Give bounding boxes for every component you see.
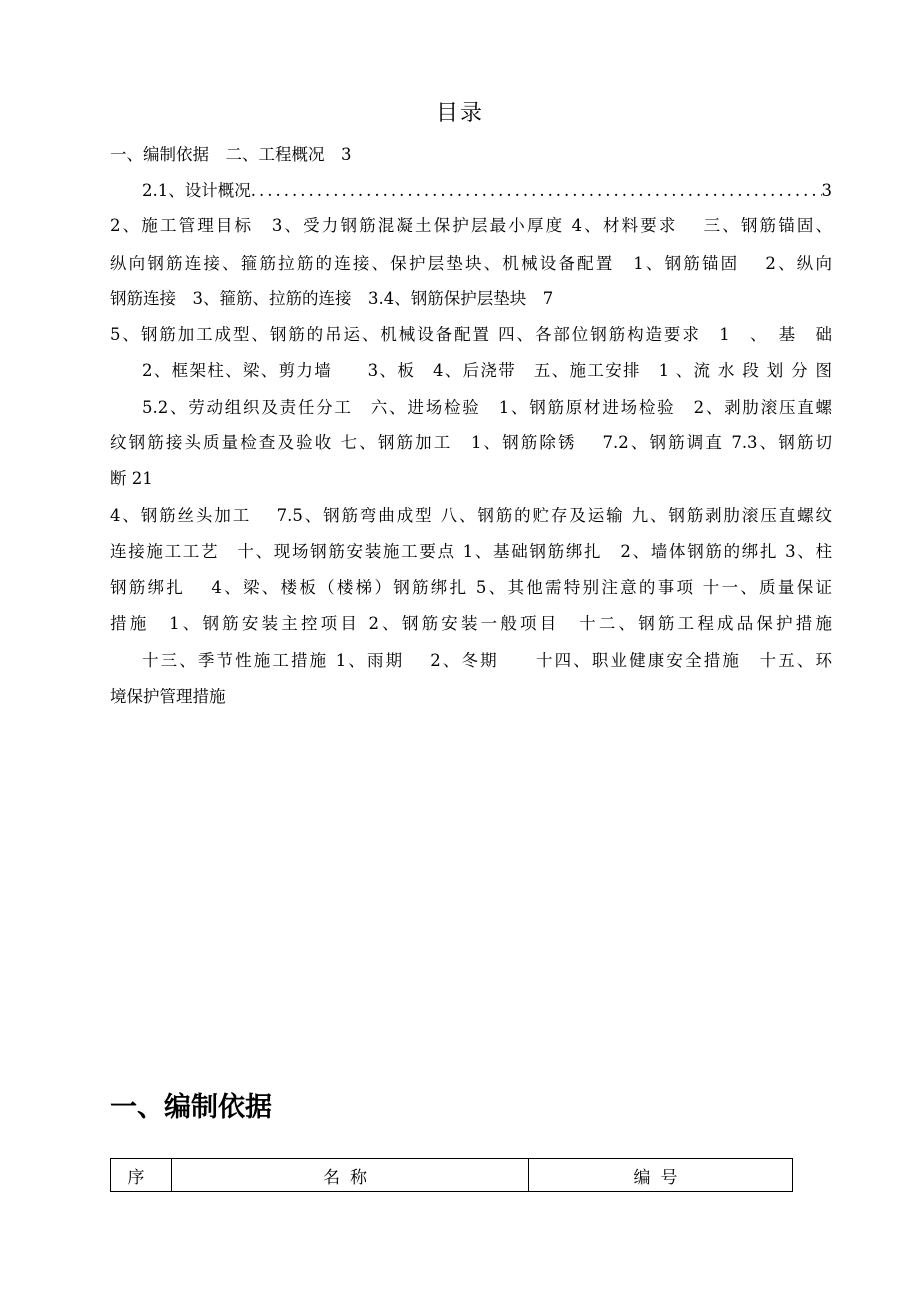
table-header-row (111, 1159, 793, 1192)
toc-entry-label: 2.1、设计概况 (142, 181, 251, 200)
table-header-name: 名称 (172, 1159, 529, 1192)
toc-line: 2、框架柱、梁、剪力墙 3、板 4、后浇带 五、施工安排 1 、流 水 段 划 分 图 (142, 361, 832, 380)
toc-line: 5.2、劳动组织及责任分工 六、进场检验 1、钢筋原材进场检验 2、剥肋滚压直螺 (142, 398, 832, 417)
toc-line: 5、钢筋加工成型、钢筋的吊运、机械设备配置 四、各部位钢筋构造要求 1 、 基 础 (110, 325, 832, 344)
basis-table (110, 1158, 793, 1192)
toc-title: 目录 (435, 101, 484, 126)
toc-line: 断 21 (110, 469, 153, 488)
toc-line: 境保护管理措施 (110, 687, 226, 706)
toc-line: 十三、季节性施工措施 1、雨期 2、冬期 十四、职业健康安全措施 十五、环 (142, 651, 832, 670)
toc-line: 措施 1、钢筋安装主控项目 2、钢筋安装一般项目 十二、钢筋工程成品保护措施 (110, 614, 832, 633)
toc-entry-page: 3 (821, 181, 832, 200)
toc-line: 纵向钢筋连接、箍筋拉筋的连接、保护层垫块、机械设备配置 1、钢筋锚固 2、纵向 (110, 254, 832, 273)
toc-entry-design-overview (142, 180, 832, 202)
toc-leader-dots (251, 180, 822, 202)
toc-line: 2、施工管理目标 3、受力钢筋混凝土保护层最小厚度 4、材料要求 三、钢筋锚固、 (110, 216, 832, 235)
toc-line: 一、编制依据 二、工程概况 3 (110, 145, 352, 164)
table-header-number: 编号 (529, 1159, 793, 1192)
toc-line: 钢筋绑扎 4、梁、楼板（楼梯）钢筋绑扎 5、其他需特别注意的事项 十一、质量保证 (110, 578, 832, 597)
toc-line: 钢筋连接 3、箍筋、拉筋的连接 3.4、钢筋保护层垫块 7 (110, 289, 554, 308)
table-header-index: 序 (111, 1159, 172, 1192)
section-heading: 一、编制依据 (110, 1092, 272, 1123)
toc-line: 纹钢筋接头质量检查及验收 七、钢筋加工 1、钢筋除锈 7.2、钢筋调直 7.3、钢筋切 (110, 433, 832, 452)
toc-line: 4、钢筋丝头加工 7.5、钢筋弯曲成型 八、钢筋的贮存及运输 九、钢筋剥肋滚压直螺纹 (110, 506, 832, 525)
toc-line: 连接施工工艺 十、现场钢筋安装施工要点 1、基础钢筋绑扎 2、墙体钢筋的绑扎 3、柱 (110, 542, 832, 561)
